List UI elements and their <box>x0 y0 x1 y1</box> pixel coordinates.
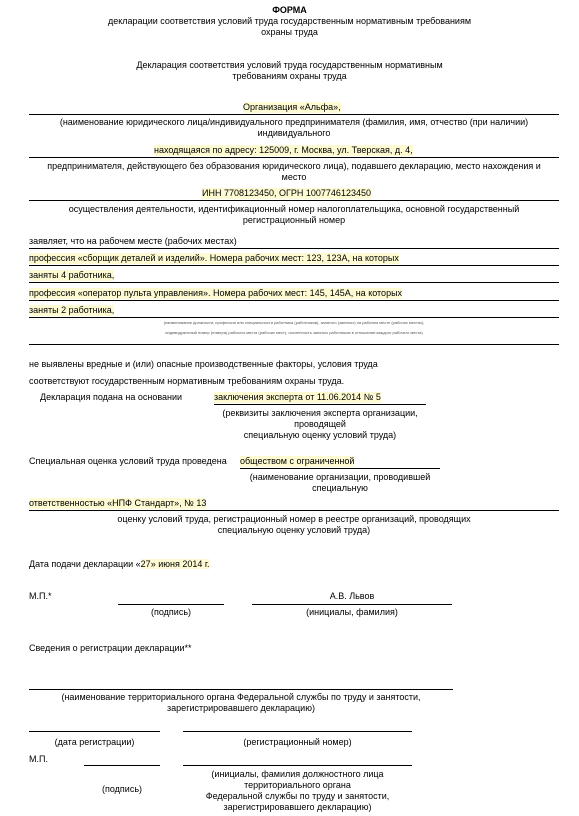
assessment-caption: (наименование организации, проводившей <box>249 472 431 482</box>
workplace-line-4: заняты 2 работника, <box>29 305 115 315</box>
form-title: ФОРМА <box>272 5 307 15</box>
registration-label: Сведения о регистрации декларации** <box>29 643 192 653</box>
registration-number-caption: (регистрационный номер) <box>243 737 352 747</box>
sign-line <box>118 604 224 605</box>
org-ids: ИНН 7708123450, ОГРН 1007746123450 <box>202 188 371 198</box>
registration-official-caption-2: территориального органа <box>244 780 351 790</box>
org-address-caption: предпринимателя, действующего без образования юридического лица), подавшего декларацию, место нахождения и <box>47 161 541 171</box>
registration-org-line <box>29 689 453 690</box>
conformity-line-2: соответствуют государственным нормативным требованиям охраны труда. <box>29 376 345 386</box>
workplaces-line-d <box>29 317 559 318</box>
assessment-value-2: ответственностью «НПФ Стандарт», № 13 <box>29 498 207 508</box>
assessment-caption-4: специальную оценку условий труда) <box>217 525 371 535</box>
basis-caption: (реквизиты заключения эксперта организации, <box>222 408 418 418</box>
registration-official-caption-3: Федеральной службы по труду и занятости, <box>205 791 390 801</box>
filing-date-rest: » июня 2014 г. <box>150 559 210 569</box>
registration-date-caption: (дата регистрации) <box>54 737 135 747</box>
registration-official-caption-4: зарегистрировавшего декларацию) <box>223 802 372 812</box>
workplaces-line-c <box>29 300 559 301</box>
registration-sign-line <box>84 765 160 766</box>
assessment-line <box>240 468 440 469</box>
org-name-line <box>29 114 559 115</box>
registration-official-caption: (инициалы, фамилия должностного лица <box>211 769 384 779</box>
assessment-value: обществом с ограниченной <box>240 456 355 466</box>
basis-line <box>214 404 426 405</box>
registration-org-caption: (наименование территориального органа Федеральной службы по труду и занятости, <box>61 692 421 702</box>
workplaces-line-a <box>29 265 559 266</box>
registration-date-line <box>29 731 160 732</box>
org-address-caption-2: место <box>281 172 307 182</box>
basis-value: заключения эксперта от 11.06.2014 № 5 <box>214 392 381 402</box>
org-address-line <box>29 157 559 158</box>
registration-number-line <box>183 731 412 732</box>
signer-name-line <box>252 604 452 605</box>
org-name-caption: (наименование юридического лица/индивидуального предпринимателя (фамилия, имя, отчество (при наличии) <box>59 117 529 127</box>
conformity-line-1: не выявлены вредные и (или) опасные производственные факторы, условия труда <box>29 359 378 369</box>
form-subtitle-2: охраны труда <box>261 27 318 37</box>
workplaces-line-b <box>29 282 559 283</box>
registration-stamp-mark: М.П. <box>29 754 48 764</box>
workplaces-caption: (наименование должности, профессии или специальности работника (работников), занятого (занятых) на рабочем месте (рабочих местах), <box>163 320 425 325</box>
org-address: находящаяся по адресу: 125009, г. Москва, ул. Тверская, д. 4, <box>154 145 413 155</box>
workplaces-line-0 <box>29 248 559 249</box>
workplace-line-1: профессия «сборщик деталей и изделий». Номера рабочих мест: 123, 123А, на которых <box>29 253 399 263</box>
filing-date-prefix: Дата подачи декларации « <box>29 559 141 569</box>
basis-caption-3: специальную оценку условий труда) <box>243 430 397 440</box>
basis-caption-2: проводящей <box>294 419 346 429</box>
org-ids-caption-2: регистрационный номер <box>242 215 346 225</box>
filing-date <box>29 559 210 570</box>
stamp-mark: М.П.* <box>29 591 52 601</box>
assessment-line-2 <box>29 510 559 511</box>
registration-org-caption-2: зарегистрировавшего декларацию) <box>167 703 315 713</box>
workplaces-caption-2: индивидуальный номер (номера) рабочего места (рабочих мест), численность занятых работников в отношении каждого рабочего места) <box>165 330 423 335</box>
declaration-title: Декларация соответствия условий труда государственным нормативным <box>136 60 443 70</box>
workplace-line-2: заняты 4 работника, <box>29 270 115 280</box>
assessment-label: Специальная оценка условий труда проведена <box>29 456 227 466</box>
org-ids-line <box>29 200 559 201</box>
registration-official-line <box>183 765 412 766</box>
registration-sign-caption: (подпись) <box>101 784 143 794</box>
basis-label: Декларация подана на основании <box>40 392 183 402</box>
assessment-caption-3: оценку условий труда, регистрационный номер в реестре организаций, проводящих <box>117 514 471 524</box>
workplaces-line-e <box>29 344 559 345</box>
org-name-caption-2: индивидуального <box>257 128 331 138</box>
org-ids-caption: осуществления деятельности, идентификационный номер налогоплательщика, основной государственный <box>68 204 520 214</box>
signer-name: А.В. Львов <box>329 591 375 601</box>
workplace-line-3: профессия «оператор пульта управления». Номера рабочих мест: 145, 145А, на которых <box>29 288 403 298</box>
declaration-title-2: требованиям охраны труда <box>232 71 347 81</box>
assessment-caption-2: специальную <box>312 483 368 493</box>
filing-date-day: 27 <box>140 559 151 569</box>
workplaces-intro: заявляет, что на рабочем месте (рабочих местах) <box>29 236 237 246</box>
form-subtitle: декларации соответствия условий труда государственным нормативным требованиям <box>107 16 472 26</box>
sign-caption: (подпись) <box>150 607 192 617</box>
signer-name-caption: (инициалы, фамилия) <box>306 607 398 617</box>
org-name: Организация «Альфа», <box>243 102 341 112</box>
